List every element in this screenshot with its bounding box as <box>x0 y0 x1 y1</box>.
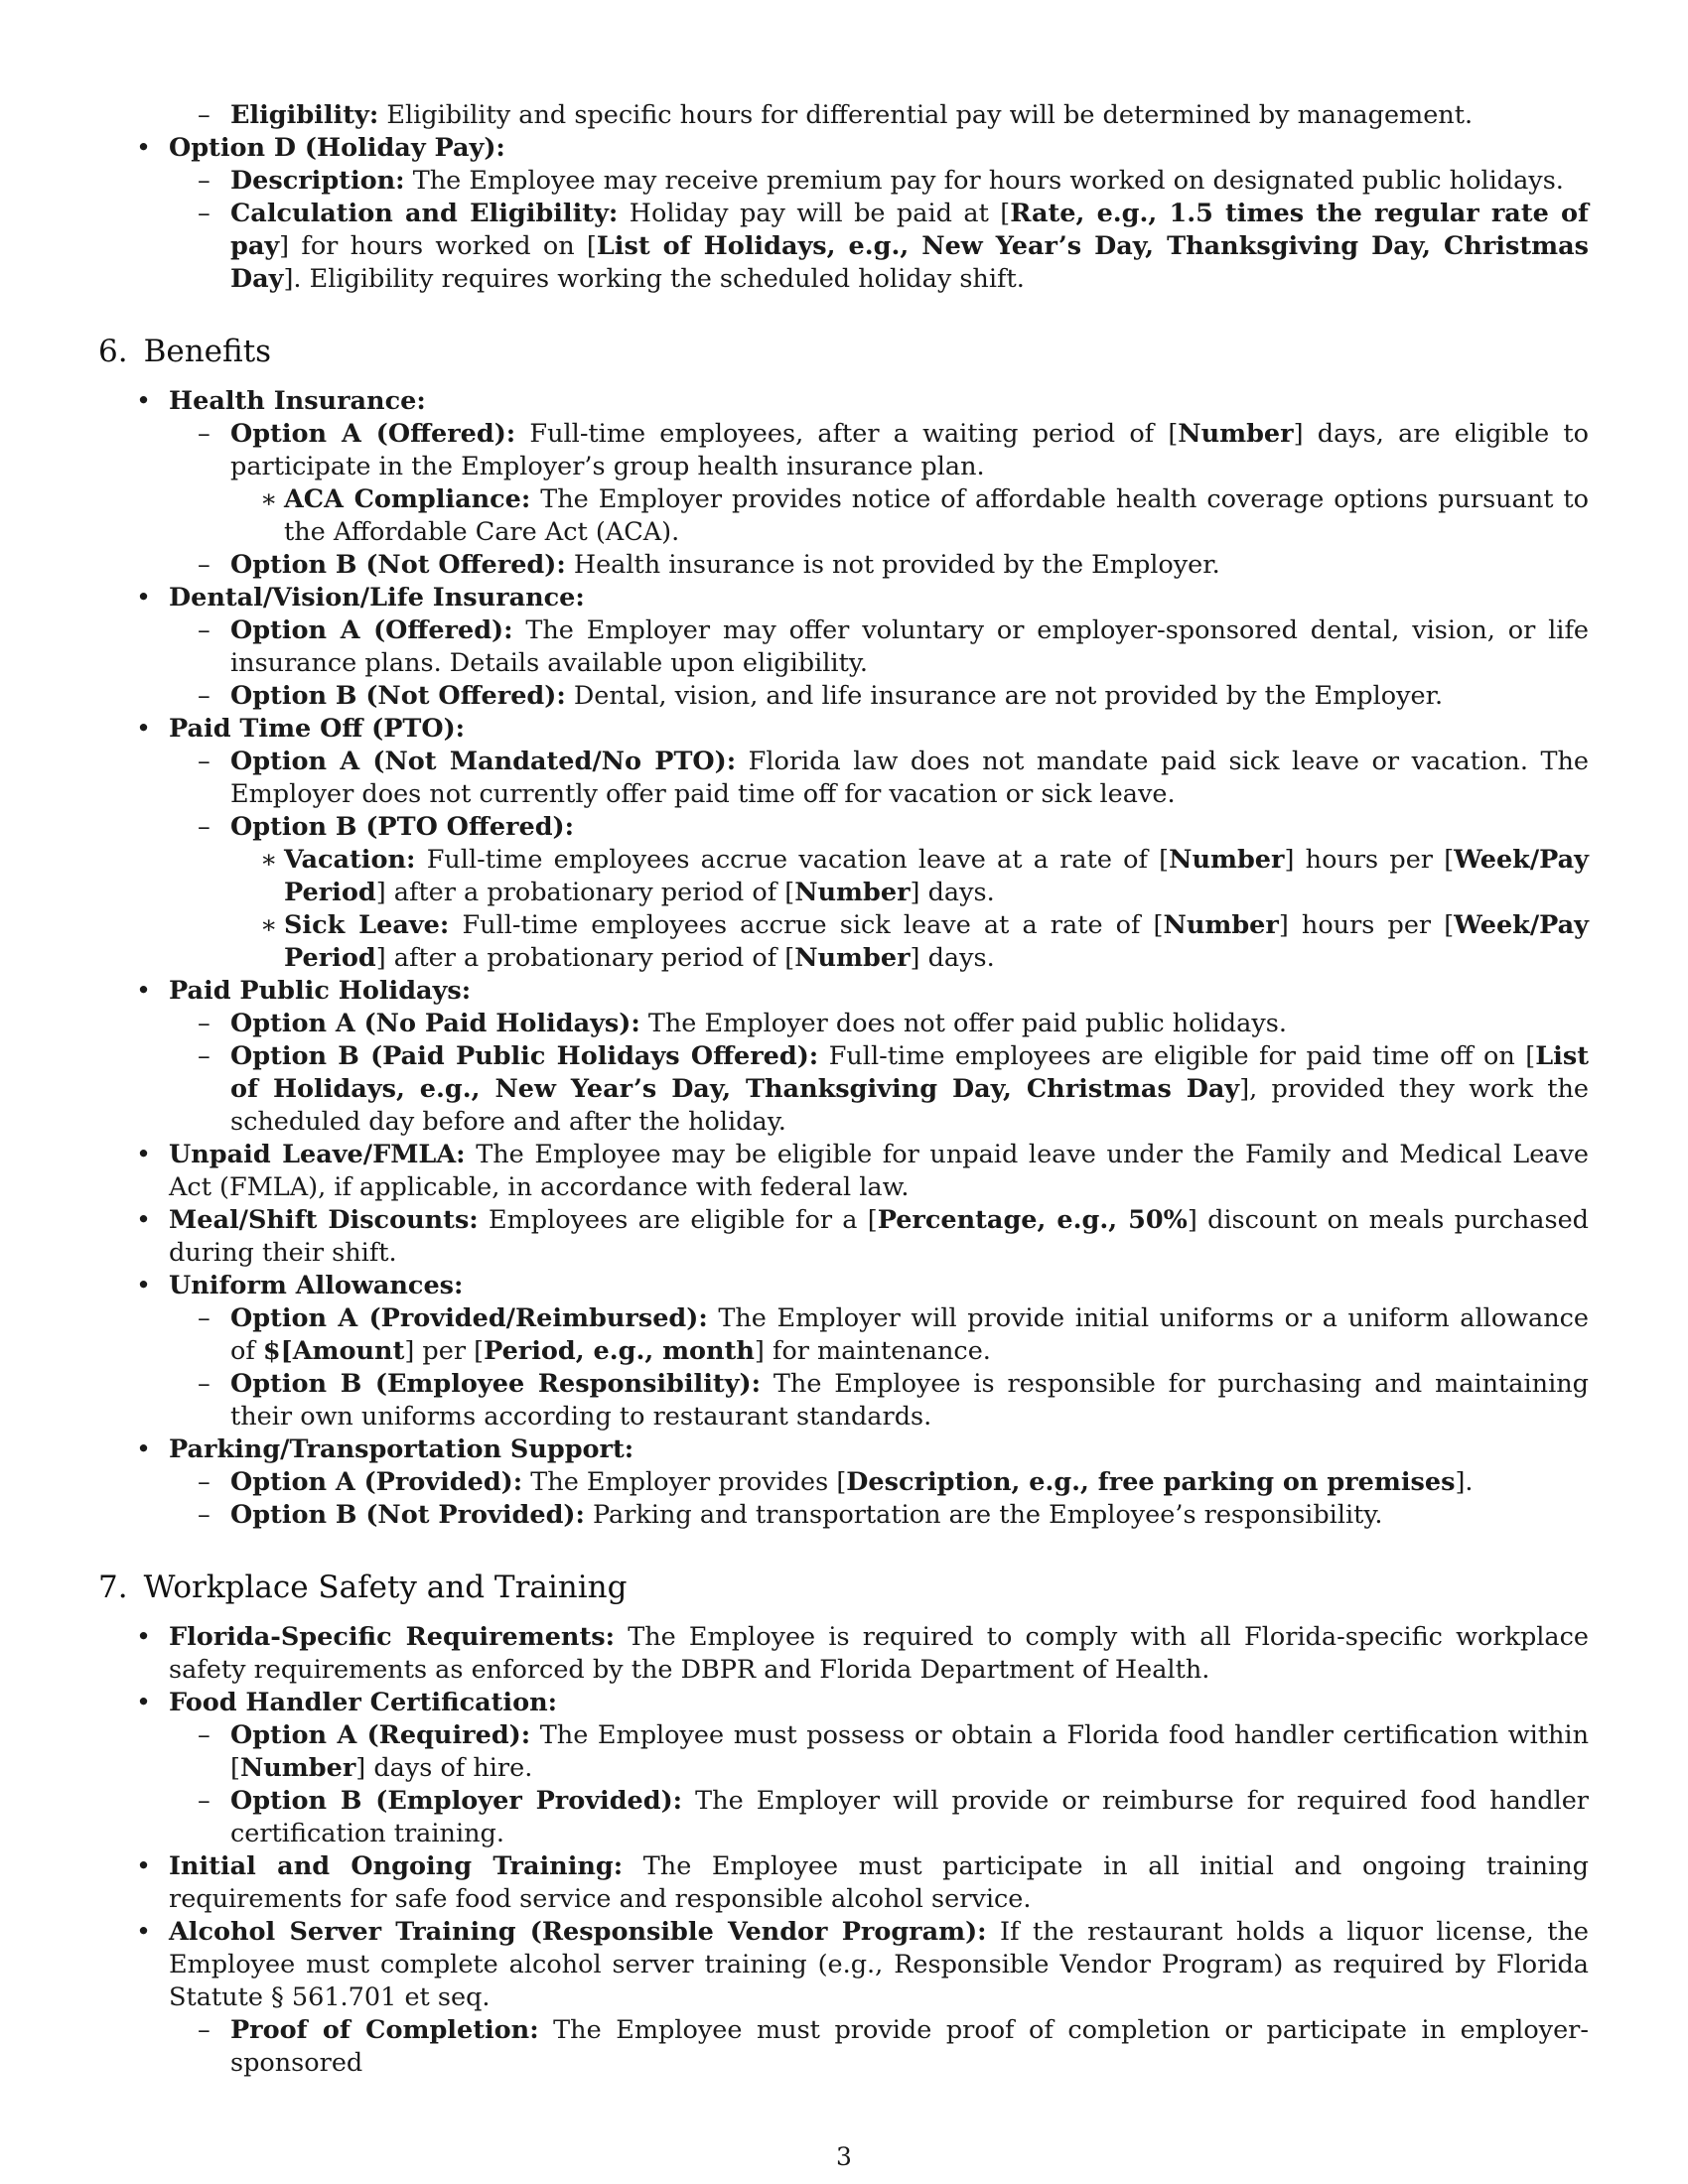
placeholder-field: Number <box>239 1753 356 1783</box>
list-item-option: – Option B (Not Provided): Parking and transportation are the Employee’s responsibility. <box>198 1500 1383 1530</box>
list-item-dental <box>98 582 1589 713</box>
dash-marker: – <box>198 812 211 842</box>
benefits-list <box>98 385 1589 1532</box>
bullet-marker: • <box>136 1688 152 1717</box>
dash-marker: – <box>198 1303 211 1333</box>
placeholder-field: Amount <box>292 1336 405 1366</box>
page-content <box>98 99 1589 2080</box>
page-number: 3 <box>836 2142 852 2171</box>
placeholder-field: Number <box>1169 845 1285 875</box>
dash-marker: – <box>198 2015 211 2045</box>
item-label: Option A (Provided): <box>230 1467 523 1497</box>
item-label: Calculation and Eligibility: <box>230 199 619 228</box>
item-title: Uniform Allowances: <box>169 1271 464 1300</box>
list-item-food-handler <box>98 1687 1589 1850</box>
placeholder-field: List of Holidays, e.g., New Year’s Day, Thanksgiving Day, Christmas Day <box>230 231 1589 294</box>
item-label: Option B (Employer Provided): <box>230 1786 683 1816</box>
bullet-marker: • <box>136 133 152 163</box>
list-item-florida: • Florida-Specific Requirements: The Employee is required to comply with all Florida-specific workplace safety requirements as enforced by the DBPR and Florida Department of Health. <box>136 1622 1590 1685</box>
safety-list <box>98 1621 1589 2080</box>
bullet-marker: • <box>136 1851 152 1881</box>
dash-marker: – <box>198 1009 211 1038</box>
section-title: Workplace Safety and Training <box>143 1570 628 1605</box>
placeholder-field: Number <box>794 943 911 973</box>
bullet-marker: • <box>136 1140 152 1169</box>
list-item-option: – Option A (Provided): The Employer provides [Description, e.g., free parking on premises]. <box>198 1467 1474 1497</box>
list-item-proof: – Proof of Completion: The Employee must provide proof of completion or participate in employer-sponsored <box>198 2015 1589 2078</box>
placeholder-field: Number <box>1178 419 1294 449</box>
list-item-option-d <box>98 132 1589 296</box>
bullet-marker: • <box>136 1917 152 1947</box>
item-text: Eligibility and specific hours for differential pay will be determined by management. <box>378 100 1474 130</box>
dash-marker: – <box>198 1500 211 1530</box>
dash-marker: – <box>198 615 211 645</box>
item-label: Description: <box>230 166 405 196</box>
bullet-marker: • <box>136 1271 152 1300</box>
list-item-uniform <box>98 1270 1589 1433</box>
item-label: Unpaid Leave/FMLA: <box>169 1140 466 1169</box>
list-item-description <box>169 165 1589 198</box>
placeholder-field: Number <box>1163 910 1279 940</box>
bullet-marker: • <box>136 1622 152 1652</box>
item-title: Health Insurance: <box>169 386 426 416</box>
placeholder-field: Rate, e.g., 1.5 times the regular rate of pay <box>230 199 1590 261</box>
list-item-parking <box>98 1433 1589 1532</box>
list-item-sick-leave: ∗ Sick Leave: Full-time employees accrue sick leave at a rate of [Number] hours per [Week/Pay Period] after a probationary period of [Number] days. <box>260 910 1589 973</box>
list-item-option: – Option A (Offered): The Employer may offer voluntary or employer-sponsored dental, vision, or life insurance plans. Details available upon eligibility. <box>198 615 1589 678</box>
item-label: Option B (Employee Responsibility): <box>230 1369 762 1399</box>
dash-marker: – <box>198 1720 211 1750</box>
item-label: Meal/Shift Discounts: <box>169 1205 479 1235</box>
list-item-option: – Option B (Not Offered): Health insurance is not provided by the Employer. <box>198 550 1220 580</box>
item-title: Dental/Vision/Life Insurance: <box>169 583 585 613</box>
item-label: Option B (Not Offered): <box>230 550 566 580</box>
bullet-marker: • <box>136 714 152 744</box>
dash-marker: – <box>198 550 211 580</box>
placeholder-field: Number <box>794 878 911 907</box>
item-label: ACA Compliance: <box>284 484 531 514</box>
item-label: Option B (Not Offered): <box>230 681 566 711</box>
dash-marker: – <box>198 419 211 449</box>
list-item-calculation: – Calculation and Eligibility: Holiday pay will be paid at [Rate, e.g., 1.5 times the regular rate of pay] for hours worked on [List of Holidays, e.g., New Year’s Day, Thanksgiving Day, Christmas Day]. Eligibility requires working the scheduled holiday shift. <box>198 199 1590 294</box>
item-label: Initial and Ongoing Training: <box>169 1851 624 1881</box>
list-item-option: – Option B (Employee Responsibility): The Employee is responsible for purchasing and maintaining their own uniforms according to restaurant standards. <box>198 1369 1589 1432</box>
list-item-holidays <box>98 975 1589 1139</box>
item-label: Alcohol Server Training (Responsible Vendor Program): <box>169 1917 987 1947</box>
item-title: Food Handler Certification: <box>169 1688 558 1717</box>
list-item-alcohol: • Alcohol Server Training (Responsible Vendor Program): If the restaurant holds a liquor license, the Employee must complete alcohol server training (e.g., Responsible Vendor Program) as required by Florida Statute § 561.701 et seq. – Proof of Completion: The Employee must provide proof of completion or participate in employer-sponsored <box>136 1917 1589 2078</box>
bullet-marker: • <box>136 976 152 1006</box>
list-item-option: – Option A (Not Mandated/No PTO): Florida law does not mandate paid sick leave or vacation. The Employer does not currently offer paid time off for vacation or sick leave. <box>198 747 1589 809</box>
dash-marker: – <box>198 1369 211 1399</box>
list-item-option: – Option A (Provided/Reimbursed): The Employer will provide initial uniforms or a uniform allowance of $[Amount] per [Period, e.g., month] for maintenance. <box>198 1303 1590 1366</box>
section-number: 7. <box>98 1570 128 1605</box>
item-label: Option A (Required): <box>230 1720 531 1750</box>
item-title: Paid Time Off (PTO): <box>169 714 466 744</box>
item-label: Option A (Not Mandated/No PTO): <box>230 747 737 776</box>
item-label: Florida-Specific Requirements: <box>169 1622 616 1652</box>
list-item-meal: • Meal/Shift Discounts: Employees are eligible for a [Percentage, e.g., 50%] discount on meals purchased during their shift. <box>136 1205 1590 1268</box>
list-item-option: – Option A (Required): The Employee must possess or obtain a Florida food handler certification within [Number] days of hire. <box>198 1720 1590 1783</box>
item-label: Option B (Not Provided): <box>230 1500 585 1530</box>
dash-marker: – <box>198 1786 211 1816</box>
list-item-training: • Initial and Ongoing Training: The Employee must participate in all initial and ongoing training requirements for safe food service and responsible alcohol service. <box>136 1851 1590 1914</box>
item-title: Parking/Transportation Support: <box>169 1434 634 1464</box>
item-title: Paid Public Holidays: <box>169 976 472 1006</box>
list-item-option: – Option B (Not Offered): Dental, vision, and life insurance are not provided by the Employer. <box>198 681 1444 711</box>
item-label: Option A (Provided/Reimbursed): <box>230 1303 708 1333</box>
dash-marker: – <box>198 100 211 130</box>
dash-marker: – <box>198 747 211 776</box>
list-item-vacation: ∗ Vacation: Full-time employees accrue vacation leave at a rate of [Number] hours per [Week/Pay Period] after a probationary period of [Number] days. <box>260 845 1589 907</box>
list-item-option: – Option B (Paid Public Holidays Offered): Full-time employees are eligible for paid time off on [List of Holidays, e.g., New Year’s Day, Thanksgiving Day, Christmas Day], provided they work the scheduled day before and after the holiday. <box>198 1041 1589 1137</box>
placeholder-field: Week/Pay Period <box>284 845 1589 907</box>
star-marker: ∗ <box>260 845 278 875</box>
list-item-option: – Option A (Offered): Full-time employees, after a waiting period of [Number] days, are eligible to participate in the Employer’s group health insurance plan. ∗ ACA Compliance: The Employer provides notice of affordable health coverage options pursuant to the Affordable Care Act (ACA). <box>198 419 1589 547</box>
item-label: Vacation: <box>284 845 416 875</box>
placeholder-field: Period, e.g., month <box>484 1336 755 1366</box>
item-label: Proof of Completion: <box>230 2015 539 2045</box>
bullet-marker: • <box>136 386 152 416</box>
star-marker: ∗ <box>260 484 278 514</box>
placeholder-field: Percentage, e.g., 50% <box>877 1205 1188 1235</box>
dash-marker: – <box>198 1467 211 1497</box>
section-number: 6. <box>98 334 128 369</box>
list-item-option: – Option A (No Paid Holidays): The Employer does not offer paid public holidays. <box>198 1009 1287 1038</box>
section-heading-safety <box>98 1568 1589 1607</box>
star-marker: ∗ <box>260 910 278 940</box>
continued-list <box>98 99 1589 296</box>
list-item-aca: ∗ ACA Compliance: The Employer provides notice of affordable health coverage options pursuant to the Affordable Care Act (ACA). <box>260 484 1589 547</box>
list-item-eligibility <box>169 99 1589 132</box>
item-label: Option A (Offered): <box>230 419 516 449</box>
section-title: Benefits <box>143 334 272 369</box>
placeholder-field: Week/Pay Period <box>284 910 1589 973</box>
bullet-marker: • <box>136 1434 152 1464</box>
item-text: The Employee may receive premium pay for hours worked on designated public holidays. <box>404 166 1564 196</box>
list-item-health <box>98 385 1589 582</box>
list-item <box>98 99 1589 132</box>
item-label: Option A (Offered): <box>230 615 513 645</box>
list-item-option: – Option B (Employer Provided): The Employer will provide or reimburse for required food handler certification training. <box>198 1786 1590 1848</box>
item-label: Eligibility: <box>230 100 379 130</box>
list-item-pto <box>98 713 1589 975</box>
bullet-marker: • <box>136 583 152 613</box>
item-label: Sick Leave: <box>284 910 450 940</box>
dash-marker: – <box>198 1041 211 1071</box>
dash-marker: – <box>198 166 211 196</box>
item-label: Option B (Paid Public Holidays Offered): <box>230 1041 819 1071</box>
list-item-fmla: • Unpaid Leave/FMLA: The Employee may be eligible for unpaid leave under the Family and Medical Leave Act (FMLA), if applicable, in accordance with federal law. <box>136 1140 1590 1202</box>
list-item-option <box>169 811 1589 975</box>
dash-marker: – <box>198 681 211 711</box>
dash-marker: – <box>198 199 211 228</box>
item-label: Option B (PTO Offered): <box>230 812 575 842</box>
placeholder-field: List of Holidays, e.g., New Year’s Day, Thanksgiving Day, Christmas Day <box>230 1041 1589 1104</box>
placeholder-field: Description, e.g., free parking on premises <box>846 1467 1456 1497</box>
section-heading-benefits <box>98 332 1589 371</box>
item-title: Option D (Holiday Pay): <box>169 133 505 163</box>
bullet-marker: • <box>136 1205 152 1235</box>
item-label: Option A (No Paid Holidays): <box>230 1009 640 1038</box>
